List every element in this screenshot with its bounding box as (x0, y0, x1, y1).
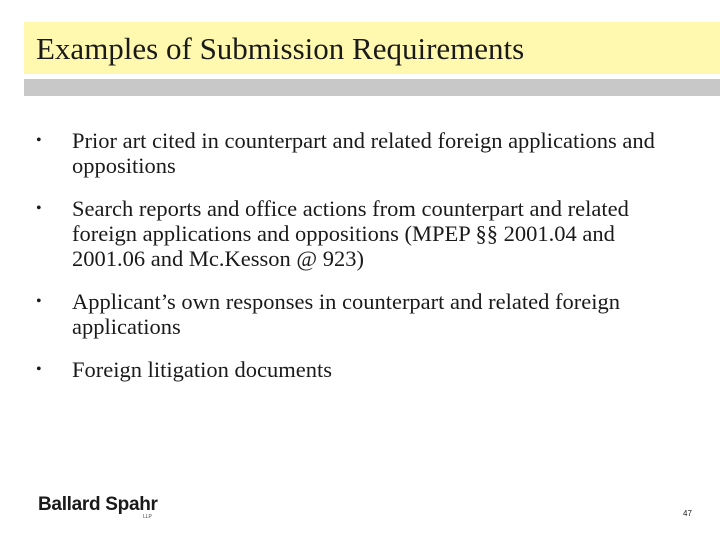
bullet-text: Prior art cited in counterpart and related foreign applications and oppositions (72, 128, 655, 178)
company-logo-suffix: LLP (143, 514, 152, 520)
bullet-dot-icon: • (36, 361, 42, 378)
bullet-item (36, 128, 676, 178)
divider-bar (24, 79, 720, 96)
bullet-text: Search reports and office actions from counterpart and related foreign applications and oppositions (MPEP §§ 2001.04 and 2001.06 and Mc.Kesson @ 923) (72, 196, 629, 271)
bullet-text: Applicant’s own responses in counterpart and related foreign applications (72, 289, 620, 339)
bullet-dot-icon: • (36, 293, 42, 310)
slide-title: Examples of Submission Requirements (36, 31, 525, 66)
bullet-dot-icon: • (36, 200, 42, 217)
company-logo: Ballard Spahr (38, 494, 158, 515)
page-number: 47 (683, 509, 692, 518)
bullet-text: Foreign litigation documents (72, 357, 332, 382)
bullet-item (36, 196, 676, 271)
bullet-dot-icon: • (36, 132, 42, 149)
bullet-item (36, 357, 676, 382)
bullet-item (36, 289, 676, 339)
bullet-list (36, 128, 676, 400)
